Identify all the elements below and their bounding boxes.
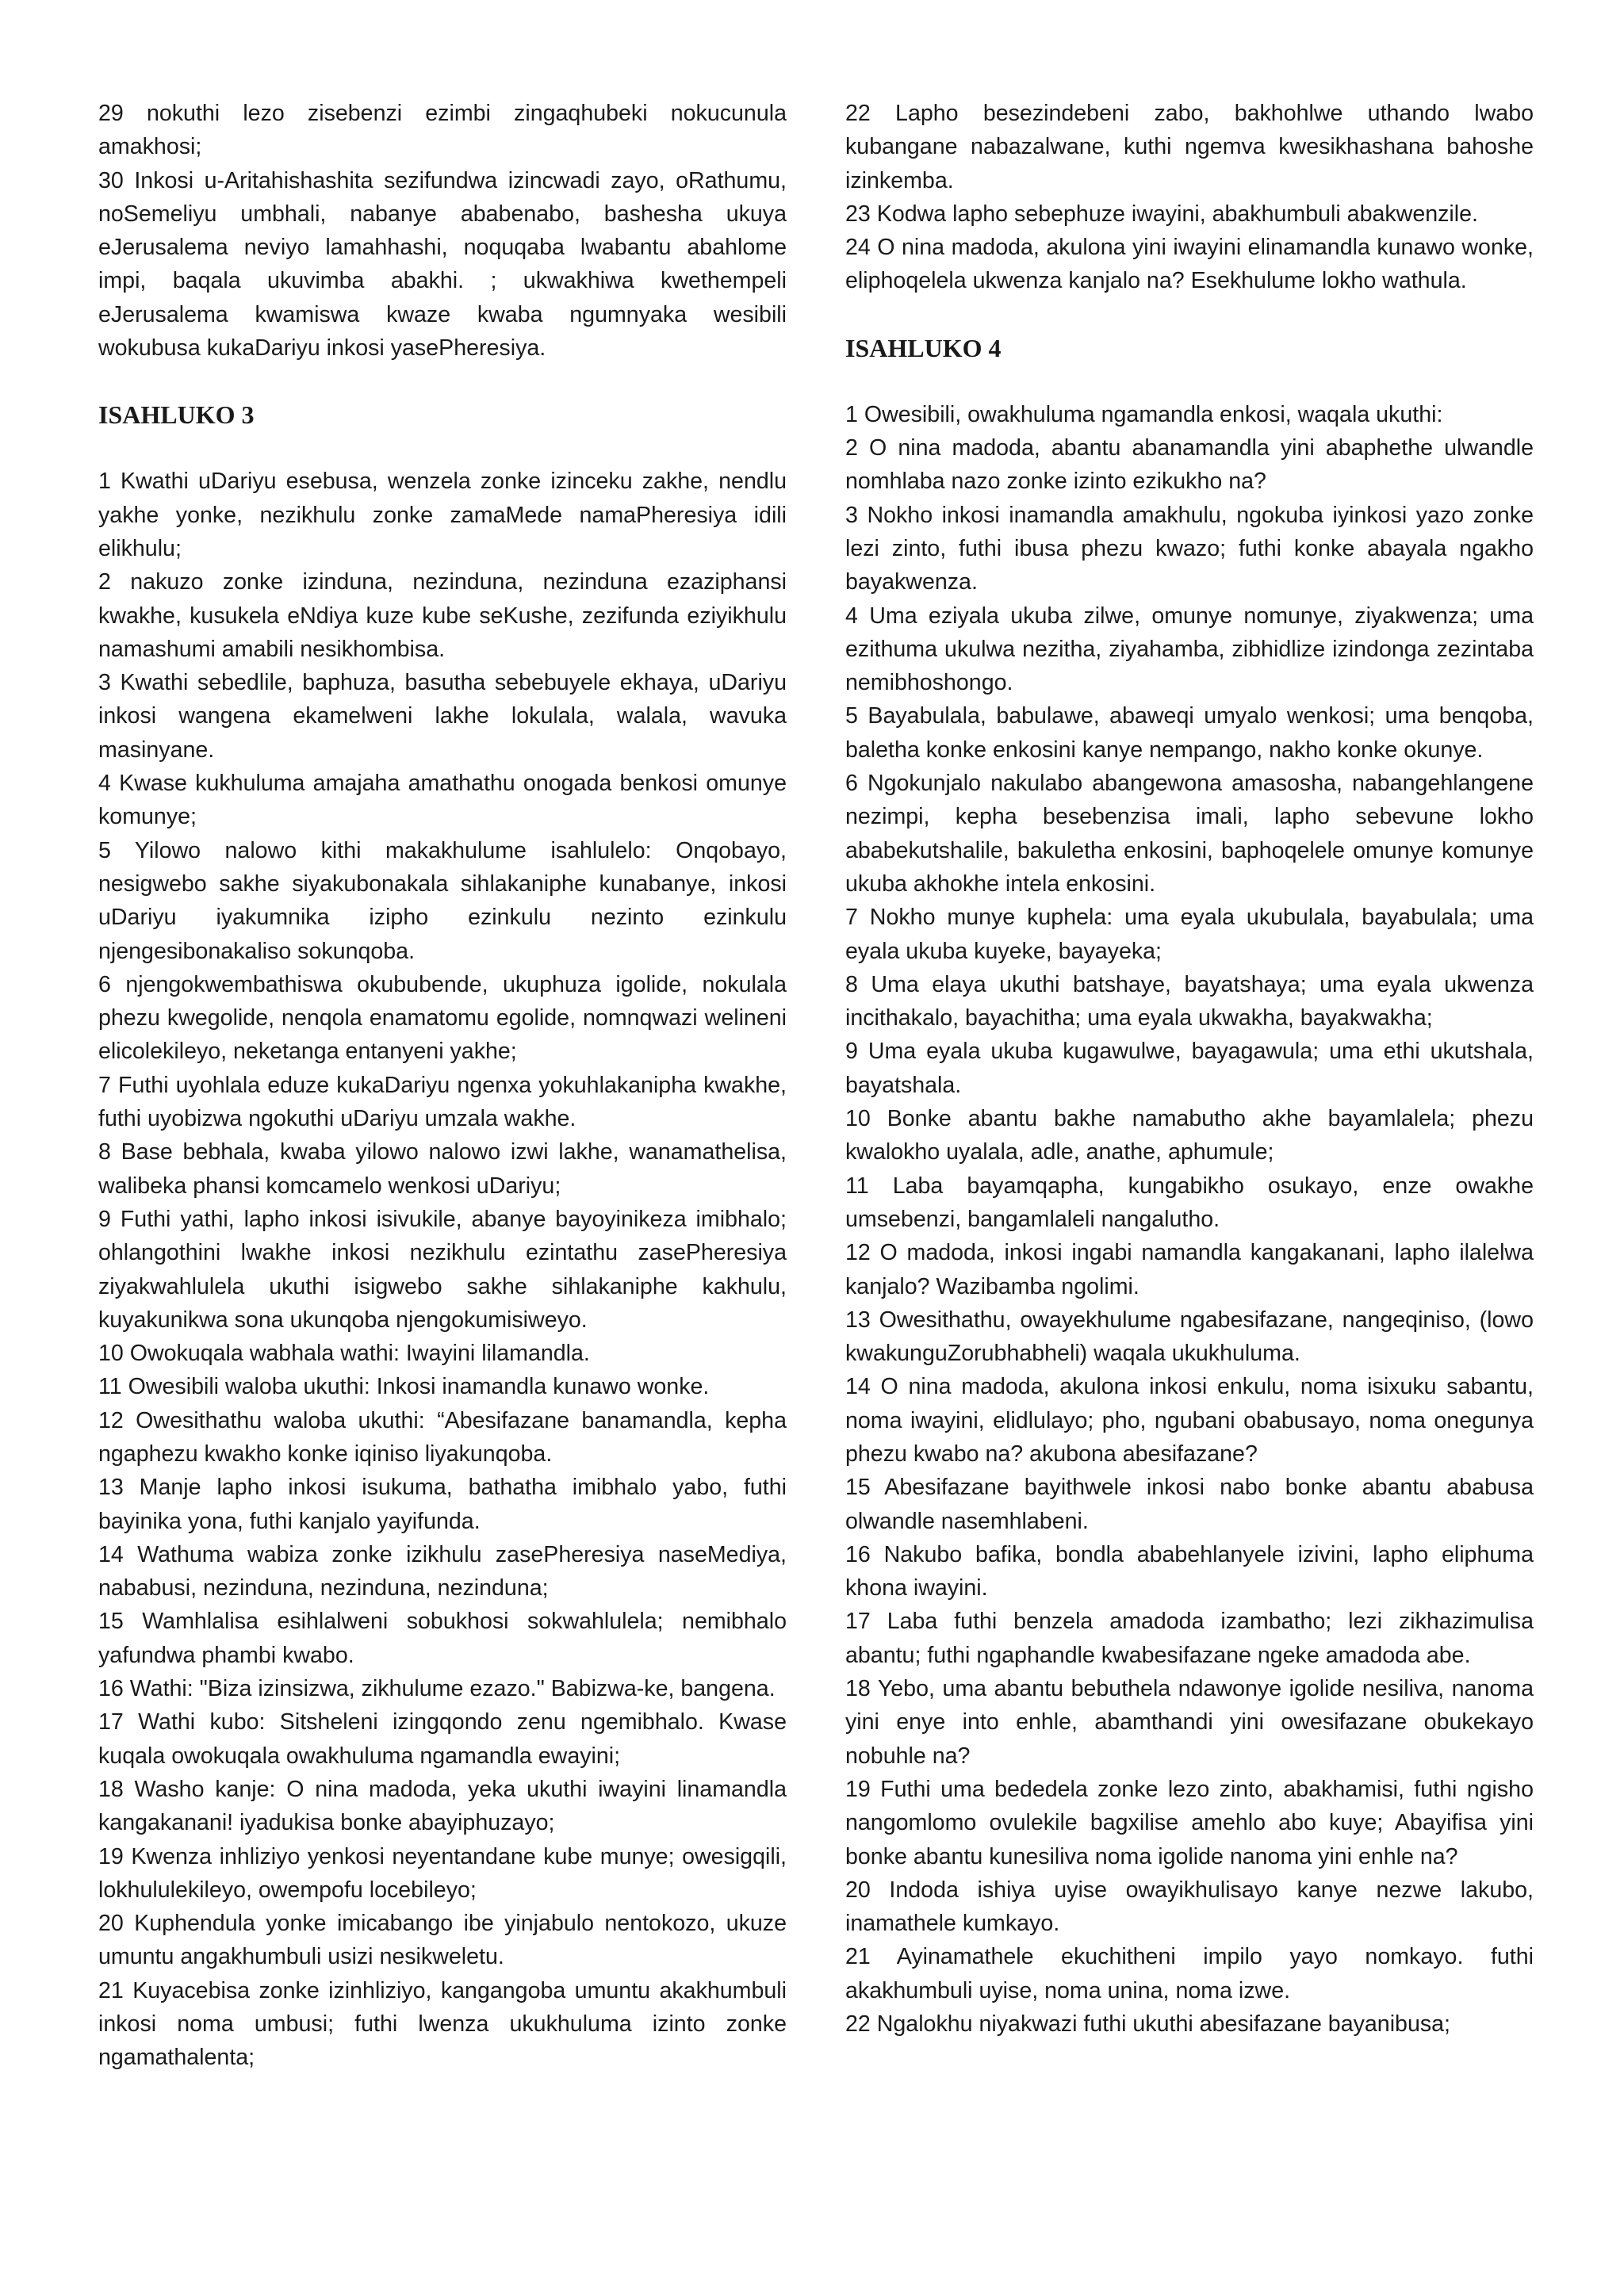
verse: 8 Base bebhala, kwaba yilowo nalowo izwi lakhe, wanamathelisa, walibeka phansi komcamelo wenkosi uDariyu; xyxy=(98,1139,787,1199)
verse: 13 Owesithathu, owayekhulume ngabesifazane, nangeqiniso, (lowo kwakunguZorubhabheli) waqala ukukhuluma. xyxy=(845,1307,1534,1367)
verse: 10 Owokuqala wabhala wathi: Iwayini lilamandla. xyxy=(98,1341,590,1367)
verse: 7 Nokho munye kuphela: uma eyala ukubulala, bayabulala; uma eyala ukuba kuyeke, bayayeka; xyxy=(845,905,1534,964)
verse: 5 Yilowo nalowo kithi makakhulume isahlulelo: Onqobayo, nesigwebo sakhe siyakubonakala sihlakaniphe kunabanye, inkosi uDariyu iyakumnika izipho ezinkulu nezinto ezinkulu njengesibonakaliso sokunqoba. xyxy=(98,837,787,964)
verse: 14 Wathuma wabiza zonke izikhulu zasePheresiya naseMediya, nababusi, nezinduna, nezinduna, nezinduna; xyxy=(98,1541,787,1601)
verse: 22 Ngalokhu niyakwazi futhi ukuthi abesifazane bayanibusa; xyxy=(845,2011,1450,2038)
verse: 30 Inkosi u-Aritahishashita sezifundwa izincwadi zayo, oRathumu, noSemeliyu umbhali, nabanye ababenabo, bashesha ukuya eJerusalema neviyo lamahhashi, noquqaba lwabantu abahlome impi, baqala ukuvimba abakhi. ; ukwakhiwa kwethempeli eJerusalema kwamiswa kwaze kwaba ngumnyaka wesibili wokubusa kukaDariyu inkosi yasePheresiya. xyxy=(98,167,787,362)
verse: 5 Bayabulala, babulawe, abaweqi umyalo wenkosi; uma benqoba, baletha konke enkosini kanye nempango, nakho konke okunye. xyxy=(845,703,1534,763)
verse: 3 Nokho inkosi inamandla amakhulu, ngokuba iyinkosi yazo zonke lezi zinto, futhi ibusa phezu kwazo; futhi konke abayala ngakho bayakwenza. xyxy=(845,502,1534,595)
verse: 23 Kodwa lapho sebephuze iwayini, abakhumbuli abakwenzile. xyxy=(845,201,1478,227)
verse: 1 Owesibili, owakhuluma ngamandla enkosi, waqala ukuthi: xyxy=(845,401,1443,427)
verse: 19 Futhi uma bededela zonke lezo zinto, abakhamisi, futhi ngisho nangomlomo ovulekile bagxilise amehlo abo kuye; Abayifisa yini bonke abantu kunesiliva noma igolide nanoma yini enhle na? xyxy=(845,1776,1534,1869)
verse: 2 nakuzo zonke izinduna, nezinduna, nezinduna ezaziphansi kwakhe, kusukela eNdiya kuze kube seKushe, zezifunda eziyikhulu namashumi amabili nesikhombisa. xyxy=(98,569,787,662)
verse: 7 Futhi uyohlala eduze kukaDariyu ngenxa yokuhlakanipha kwakhe, futhi uyobizwa ngokuthi uDariyu umzala wakhe. xyxy=(98,1072,787,1132)
verse: 19 Kwenza inhliziyo yenkosi neyentandane kube munye; owesigqili, lokhululekileyo, owempofu locebileyo; xyxy=(98,1843,787,1903)
verse: 17 Laba futhi benzela amadoda izambatho; lezi zikhazimulisa abantu; futhi ngaphandle kwabesifazane ngeke amadoda abe. xyxy=(845,1609,1534,1668)
left-column xyxy=(98,97,787,2075)
verse: 18 Washo kanje: O nina madoda, yeka ukuthi iwayini linamandla kangakanani! iyadukisa bonke abayiphuzayo; xyxy=(98,1776,787,1836)
verse: 12 O madoda, inkosi ingabi namandla kangakanani, lapho ilalelwa kanjalo? Wazibamba ngolimi. xyxy=(845,1240,1534,1299)
verse: 8 Uma elaya ukuthi batshaye, bayatshaya; uma eyala ukwenza incithakalo, bayachitha; uma eyala ukwakha, bayakwakha; xyxy=(845,971,1534,1031)
verse: 4 Uma eziyala ukuba zilwe, omunye nomunye, ziyakwenza; uma ezithuma ukulwa nezitha, ziyahamba, zibhidlize izindonga zezintaba nemibhoshongo. xyxy=(845,603,1534,696)
verse: 13 Manje lapho inkosi isukuma, bathatha imibhalo yabo, futhi bayinika yona, futhi kanjalo yayifunda. xyxy=(98,1475,787,1534)
verse: 17 Wathi kubo: Sitsheleni izingqondo zenu ngemibhalo. Kwase kuqala owokuqala owakhuluma ngamandla ewayini; xyxy=(98,1709,787,1769)
verse: 16 Nakubo bafika, bondla ababehlanyele izivini, lapho eliphuma khona iwayini. xyxy=(845,1541,1534,1601)
verse: 15 Wamhlalisa esihlalweni sobukhosi sokwahlulela; nemibhalo yafundwa phambi kwabo. xyxy=(98,1609,787,1668)
verse: 12 Owesithathu waloba ukuthi: “Abesifazane banamandla, kepha ngaphezu kwakho konke iqiniso liyakunqoba. xyxy=(98,1407,787,1467)
verse: 20 Indoda ishiya uyise owayikhulisayo kanye nezwe lakubo, inamathele kumkayo. xyxy=(845,1877,1534,1937)
verse: 9 Futhi yathi, lapho inkosi isivukile, abanye bayoyinikeza imibhalo; ohlangothini lwakhe inkosi nezikhulu ezintathu zasePheresiya ziyakwahlulela ukuthi isigwebo sakhe sihlakaniphe kakhulu, kuyakunikwa sona ukunqoba njengokumisiweyo. xyxy=(98,1206,787,1333)
verse: 1 Kwathi uDariyu esebusa, wenzela zonke izinceku zakhe, nendlu yakhe yonke, nezikhulu zonke zamaMede namaPheresiya idili elikhulu; xyxy=(98,469,787,561)
verse: 29 nokuthi lezo zisebenzi ezimbi zingaqhubeki nokucunula amakhosi; xyxy=(98,101,787,160)
verse: 18 Yebo, uma abantu bebuthela ndawonye igolide nesiliva, nanoma yini enye into enhle, abamthandi yini owesifazane obukekayo nobuhle na? xyxy=(845,1676,1534,1769)
verse: 6 njengokwembathiswa okububende, ukuphuza igolide, nokulala phezu kwegolide, nenqola enamatomu egolide, nomnqwazi welineni elicolekileyo, neketanga entanyeni yakhe; xyxy=(98,971,787,1065)
right-column xyxy=(845,97,1534,2041)
verse: 3 Kwathi sebedlile, baphuza, basutha sebebuyele ekhaya, uDariyu inkosi wangena ekamelweni lakhe lokulala, walala, wavuka masinyane. xyxy=(98,670,787,763)
verse: 20 Kuphendula yonke imicabango ibe yinjabulo nentokozo, ukuze umuntu angakhumbuli usizi nesikweletu. xyxy=(98,1911,787,1970)
chapter-heading: ISAHLUKO 3 xyxy=(98,400,255,430)
verse: 9 Uma eyala ukuba kugawulwe, bayagawula; uma ethi ukutshala, bayatshala. xyxy=(845,1039,1534,1098)
verse: 11 Laba bayamqapha, kungabikho osukayo, enze owakhe umsebenzi, bangamlaleli nangalutho. xyxy=(845,1173,1534,1232)
verse: 21 Kuyacebisa zonke izinhliziyo, kangangoba umuntu akakhumbuli inkosi noma umbusi; futhi lwenza ukukhuluma izinto zonke ngamathalenta; xyxy=(98,1977,787,2071)
verse: 2 O nina madoda, abantu abanamandla yini abaphethe ulwandle nomhlaba nazo zonke izinto ezikukho na? xyxy=(845,435,1534,495)
verse: 4 Kwase kukhuluma amajaha amathathu onogada benkosi omunye komunye; xyxy=(98,771,787,830)
chapter-heading: ISAHLUKO 4 xyxy=(845,333,1002,362)
verse: 10 Bonke abantu bakhe namabutho akhe bayamlalela; phezu kwalokho uyalala, adle, anathe, aphumule; xyxy=(845,1106,1534,1165)
verse: 6 Ngokunjalo nakulabo abangewona amasosha, nabangehlangene nezimpi, kepha besebenzisa imali, lapho sebevune lokho ababekutshalile, bakuletha enkosini, baphoqelele omunye komunye ukuba akhokhe intela enkosini. xyxy=(845,771,1534,897)
verse: 24 O nina madoda, akulona yini iwayini elinamandla kunawo wonke, eliphoqelela ukwenza kanjalo na? Esekhulume lokho wathula. xyxy=(845,235,1534,294)
verse: 22 Lapho besezindebeni zabo, bakhohlwe uthando lwabo kubangane nabazalwane, kuthi ngemva kwesikhashana bahoshe izinkemba. xyxy=(845,101,1534,193)
verse: 14 O nina madoda, akulona inkosi enkulu, noma isixuku sabantu, noma iwayini, elidlulayo; pho, ngubani obabusayo, noma onegunya phezu kwabo na? akubona abesifazane? xyxy=(845,1374,1534,1467)
verse: 15 Abesifazane bayithwele inkosi nabo bonke abantu ababusa olwandle nasemhlabeni. xyxy=(845,1475,1534,1534)
verse: 16 Wathi: "Biza izinsizwa, zikhulume ezazo." Babizwa-ke, bangena. xyxy=(98,1676,776,1702)
verse: 11 Owesibili waloba ukuthi: Inkosi inamandla kunawo wonke. xyxy=(98,1374,710,1400)
verse: 21 Ayinamathele ekuchitheni impilo yayo nomkayo. futhi akakhumbuli uyise, noma unina, noma izwe. xyxy=(845,1944,1534,2003)
